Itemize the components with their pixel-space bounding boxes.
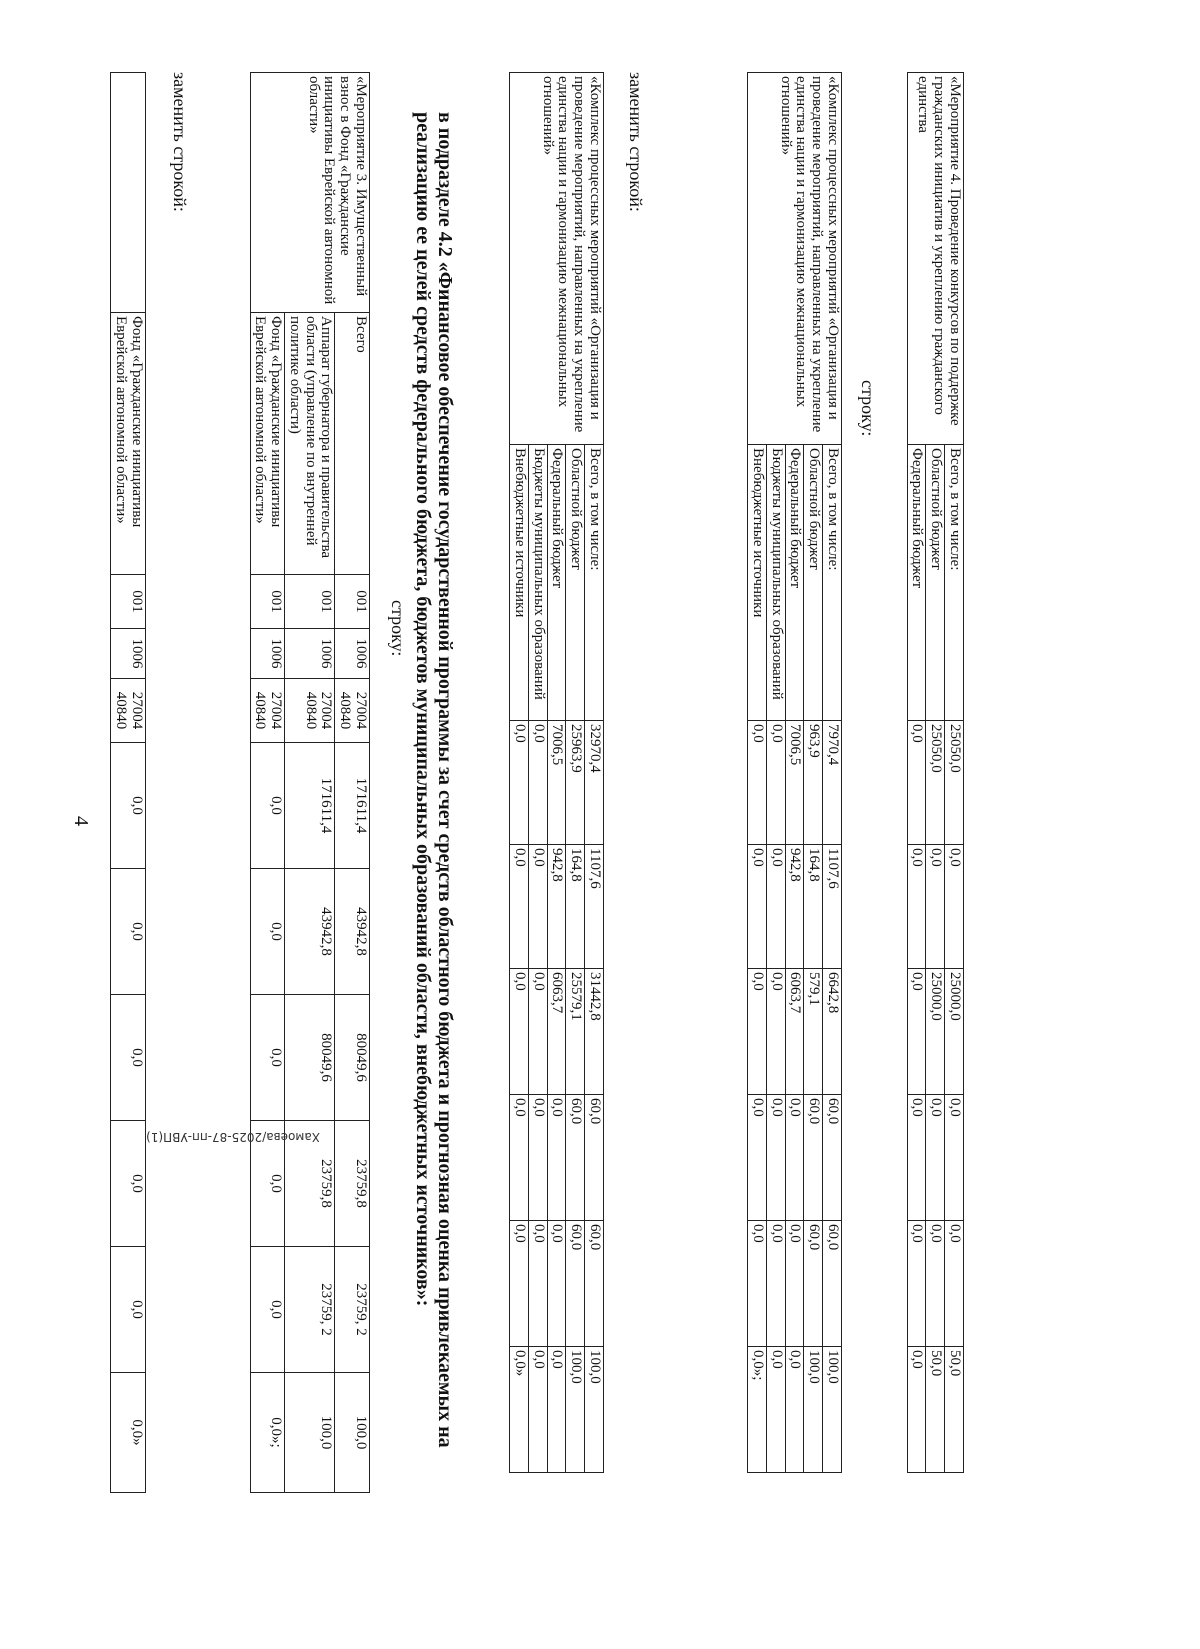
event-cell: «Комплекс процессных мероприятий «Организация и проведение мероприятий, направленных на укрепление единства нации и гармонизацию межнациональных отношений» [748, 73, 842, 445]
cell: 0,0 [945, 845, 964, 969]
cell: 0,0 [748, 721, 767, 845]
cell: 0,0 [111, 995, 146, 1121]
cell: 6063,7 [785, 969, 804, 1095]
cell: Областной бюджет [566, 445, 585, 721]
cell: 0,0 [510, 969, 529, 1095]
cell: 0,0 [111, 743, 146, 869]
cell: 1006 [335, 629, 370, 679]
cell: 0,0 [945, 1095, 964, 1221]
event-cell: «Мероприятие 3. Имущественный взнос в Фонд «Гражданские инициативы Еврейской автономной области» [250, 73, 369, 313]
cell: 60,0 [823, 1221, 842, 1347]
cell: 1006 [111, 629, 146, 679]
cell: 25050,0 [926, 721, 945, 845]
cell: 0,0 [529, 1095, 548, 1221]
cell: 7970,4 [823, 721, 842, 845]
cell: 0,0 [907, 1095, 926, 1221]
cell: 0,0 [510, 845, 529, 969]
cell: 0,0» [111, 1373, 146, 1493]
cell: 1107,6 [585, 845, 604, 969]
cell: 31442,8 [585, 969, 604, 1095]
cell: 100,0 [585, 1347, 604, 1473]
cell: 0,0 [547, 1095, 566, 1221]
cell: 0,0 [510, 1221, 529, 1347]
cell: 0,0 [767, 1347, 786, 1473]
cell: 0,0 [111, 1121, 146, 1247]
cell: 001 [111, 575, 146, 629]
cell: 0,0 [250, 995, 285, 1121]
cell: 0,0 [907, 1221, 926, 1347]
cell: 60,0 [823, 1095, 842, 1221]
cell: 963,9 [804, 721, 823, 845]
cell: 6642,8 [823, 969, 842, 1095]
cell: 50,0 [926, 1347, 945, 1473]
cell: 001 [250, 575, 285, 629]
cell: 100,0 [566, 1347, 585, 1473]
table-replace-1 [250, 72, 370, 1493]
label-string-2: строку: [858, 380, 878, 437]
cell: 1006 [285, 629, 335, 679]
table-row [585, 73, 604, 1473]
cell: 0,0 [785, 1221, 804, 1347]
label-replace-2: заменить строкой: [626, 72, 646, 212]
cell: 60,0 [566, 1095, 585, 1221]
cell: 0,0 [529, 969, 548, 1095]
cell: 0,0 [529, 1221, 548, 1347]
label-string-1: строку: [388, 600, 408, 657]
label-replace-1: заменить строкой: [170, 72, 190, 212]
cell: 0,0»; [250, 1373, 285, 1493]
cell: 0,0 [111, 869, 146, 995]
cell: 43942,8 [285, 869, 335, 995]
table-row [111, 73, 146, 1493]
cell: 0,0 [926, 845, 945, 969]
cell: 0,0 [767, 721, 786, 845]
cell: Внебюджетные источники [510, 445, 529, 721]
cell: 942,8 [785, 845, 804, 969]
cell: 0,0 [748, 1221, 767, 1347]
cell: 1006 [250, 629, 285, 679]
cell: 0,0 [111, 1247, 146, 1373]
cell: 0,0 [250, 1247, 285, 1373]
cell: 0,0 [748, 969, 767, 1095]
cell: 25963,9 [566, 721, 585, 845]
cell: 0,0 [529, 845, 548, 969]
cell: 100,0 [335, 1373, 370, 1493]
cell: 25000,0 [945, 969, 964, 1095]
cell: 0,0 [529, 1347, 548, 1473]
section-paragraph [412, 72, 456, 1472]
cell: 171611,4 [335, 743, 370, 869]
table-string-1 [509, 72, 604, 1473]
cell: Всего, в том числе: [945, 445, 964, 721]
event-cell: «Комплекс процессных мероприятий «Организация и проведение мероприятий, направленных на укрепление единства нации и гармонизацию межнациональных отношений» [510, 73, 604, 445]
table-row [335, 73, 370, 1493]
cell: Внебюджетные источники [748, 445, 767, 721]
cell: Всего, в том числе: [823, 445, 842, 721]
cell: 0,0 [250, 743, 285, 869]
cell: Бюджеты муниципальных образований [767, 445, 786, 721]
cell: 23759,8 [335, 1121, 370, 1247]
cell: Фонд «Гражданские инициативы Еврейской автономной области» [111, 313, 146, 575]
cell: 0,0 [907, 969, 926, 1095]
event-cell: «Мероприятие 4. Проведение конкурсов по поддержке гражданских инициатив и укреплению гражданского единства [907, 73, 963, 445]
cell: 164,8 [566, 845, 585, 969]
cell: 0,0»; [748, 1347, 767, 1473]
cell: 27004 40840 [335, 679, 370, 743]
cell: 23759, 2 [285, 1247, 335, 1373]
cell: 0,0 [945, 1221, 964, 1347]
cell: 164,8 [804, 845, 823, 969]
cell: 0,0 [250, 869, 285, 995]
cell: 23759, 2 [335, 1247, 370, 1373]
table-row [945, 73, 964, 1473]
cell: Областной бюджет [804, 445, 823, 721]
cell: 0,0 [748, 1095, 767, 1221]
cell: Всего, в том числе: [585, 445, 604, 721]
cell: 0,0 [547, 1347, 566, 1473]
cell: 0,0 [907, 845, 926, 969]
table-replace-2 [747, 72, 842, 1473]
cell: 0,0 [907, 721, 926, 845]
cell: 942,8 [547, 845, 566, 969]
cell: 25050,0 [945, 721, 964, 845]
cell: 0,0» [510, 1347, 529, 1473]
cell: 579,1 [804, 969, 823, 1095]
cell: Бюджеты муниципальных образований [529, 445, 548, 721]
cell: 0,0 [907, 1347, 926, 1473]
cell: 0,0 [547, 1221, 566, 1347]
cell: 25000,0 [926, 969, 945, 1095]
cell: 0,0 [767, 969, 786, 1095]
cell: Фонд «Гражданские инициативы Еврейской автономной области» [250, 313, 285, 575]
page-number: 4 [70, 816, 92, 826]
table-string-2 [907, 72, 964, 1473]
cell: 27004 40840 [111, 679, 146, 743]
cell: 0,0 [767, 1221, 786, 1347]
table-row [823, 73, 842, 1473]
cell: 1107,6 [823, 845, 842, 969]
cell: 60,0 [804, 1095, 823, 1221]
cell: 43942,8 [335, 869, 370, 995]
cell: Федеральный бюджет [785, 445, 804, 721]
cell: 100,0 [804, 1347, 823, 1473]
cell: Федеральный бюджет [547, 445, 566, 721]
cell: 32970,4 [585, 721, 604, 845]
cell: 80049,6 [335, 995, 370, 1121]
cell: 27004 40840 [285, 679, 335, 743]
cell: 0,0 [926, 1221, 945, 1347]
cell: 0,0 [250, 1121, 285, 1247]
cell: 0,0 [510, 721, 529, 845]
cell: 0,0 [748, 845, 767, 969]
cell: Всего [335, 313, 370, 575]
cell: 7006,5 [547, 721, 566, 845]
cell [111, 73, 146, 313]
cell: 7006,5 [785, 721, 804, 845]
cell: Федеральный бюджет [907, 445, 926, 721]
cell: 6063,7 [547, 969, 566, 1095]
cell: Областной бюджет [926, 445, 945, 721]
cell: 23759,8 [285, 1121, 335, 1247]
cell: 25579,1 [566, 969, 585, 1095]
cell: 0,0 [510, 1095, 529, 1221]
cell: Аппарат губернатора и правительства области (управление по внутренней политике области) [285, 313, 335, 575]
cell: 60,0 [566, 1221, 585, 1347]
cell: 60,0 [585, 1221, 604, 1347]
cell: 0,0 [767, 845, 786, 969]
cell: 50,0 [945, 1347, 964, 1473]
cell: 171611,4 [285, 743, 335, 869]
cell: 0,0 [529, 721, 548, 845]
cell: 0,0 [767, 1095, 786, 1221]
cell: 60,0 [804, 1221, 823, 1347]
footer-text: Хамоева/2025-87-пп-УВП(1) [146, 1130, 320, 1144]
cell: 001 [335, 575, 370, 629]
table-top [111, 72, 147, 1493]
cell: 0,0 [926, 1095, 945, 1221]
cell: 001 [285, 575, 335, 629]
cell: 0,0 [785, 1095, 804, 1221]
cell: 27004 40840 [250, 679, 285, 743]
paragraph-text: в подразделе 4.2 «Финансовое обеспечение государственной программы за счет средств областного бюджета и прогнозная оценка привлекаемых на реализацию ее целей средств федерального бюджета, бюджетов муниципальных образований области, внебюджетных источников»: [412, 112, 456, 1448]
cell: 0,0 [785, 1347, 804, 1473]
cell: 100,0 [823, 1347, 842, 1473]
cell: 100,0 [285, 1373, 335, 1493]
cell: 80049,6 [285, 995, 335, 1121]
cell: 60,0 [585, 1095, 604, 1221]
